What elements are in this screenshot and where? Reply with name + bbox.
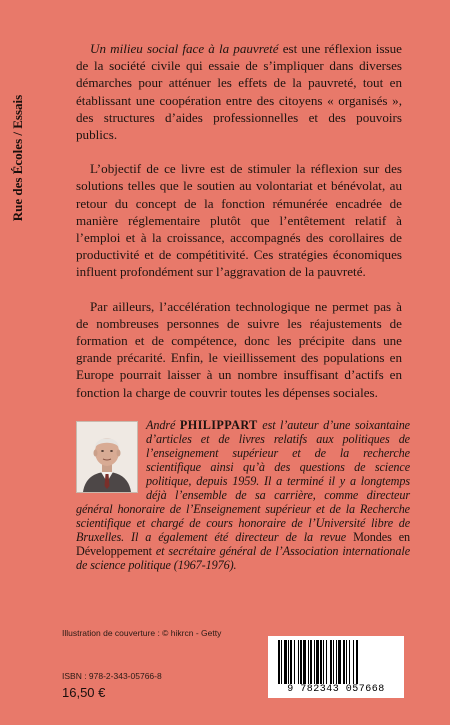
- blurb-paragraph-1: [76, 40, 402, 143]
- author-photo: [76, 421, 138, 493]
- author-first-name: André: [146, 418, 180, 432]
- book-title: Un milieu social face à la pauvreté: [90, 41, 279, 56]
- barcode-bars: [276, 640, 396, 684]
- journal-name: Mondes en Développement: [76, 530, 410, 558]
- price: 16,50 €: [62, 685, 106, 700]
- barcode: [268, 636, 404, 698]
- barcode-digits: 9 782343 057668: [287, 684, 385, 695]
- cover-credit: Illustration de couverture : © hikrcn - Getty: [62, 628, 222, 638]
- isbn: ISBN : 978-2-343-05766-8: [62, 671, 162, 681]
- collection-name: Rue des Écoles / Essais: [10, 94, 25, 222]
- author-bio-text-2: et secrétaire général de l’Association internationale de science politique (1967-1976).: [76, 544, 410, 572]
- spine-collection: [4, 28, 32, 288]
- blurb-paragraph-3: Par ailleurs, l’accélération technologique ne permet pas à de nombreuses personnes de suivre les réajustements de formation et de compétence, donc les précipite dans une grande précarité. Enfin, le vieillissement des populations en Europe pourrait laisser à un nombre insuffisant d’actifs en fonction la charge de couvrir toutes les dépenses sociales.: [76, 298, 402, 400]
- author-bio-text-1: est l’auteur d’une soixantaine d’articles et de livres relatifs aux politiques de l’enseignement supérieur et de la recherche scientifique ainsi qu’à des questions de science politique, depuis 1959. Il a terminé il y a longtemps déjà l’ensemble de sa carrière, comme directeur général honoraire de l’Enseignement supérieur et de la Recherche scientifique et chargé de cours honoraire de l’Université libre de Bruxelles. Il a également été directeur de la revue: [76, 418, 410, 544]
- blurb-paragraph-2: L’objectif de ce livre est de stimuler la réflexion sur des solutions telles que le soutien au volontariat et bénévolat, au retour du concept de la fonction rémunérée encadrée de manière réglementaire plutôt que l’entêtement relatif à l’emploi et à la croissance, accompagnés des corollaires de productivité et de compétitivité. Ces stratégies économiques influent profondément sur l’aggravation de la pauvreté.: [76, 161, 402, 280]
- blurb-paragraph-1-text: est une réflexion issue de la société civile qui essaie de s’impliquer dans diverses démarches pour atténuer les effets de la pauvreté, tout en établissant une coopération entre des citoyens « organisés », des structures d’aides professionnelles et des pouvoirs publics.: [76, 41, 402, 143]
- author-surname: PHILIPPART: [179, 418, 258, 432]
- blurb: [76, 40, 402, 418]
- author-section: [76, 418, 410, 572]
